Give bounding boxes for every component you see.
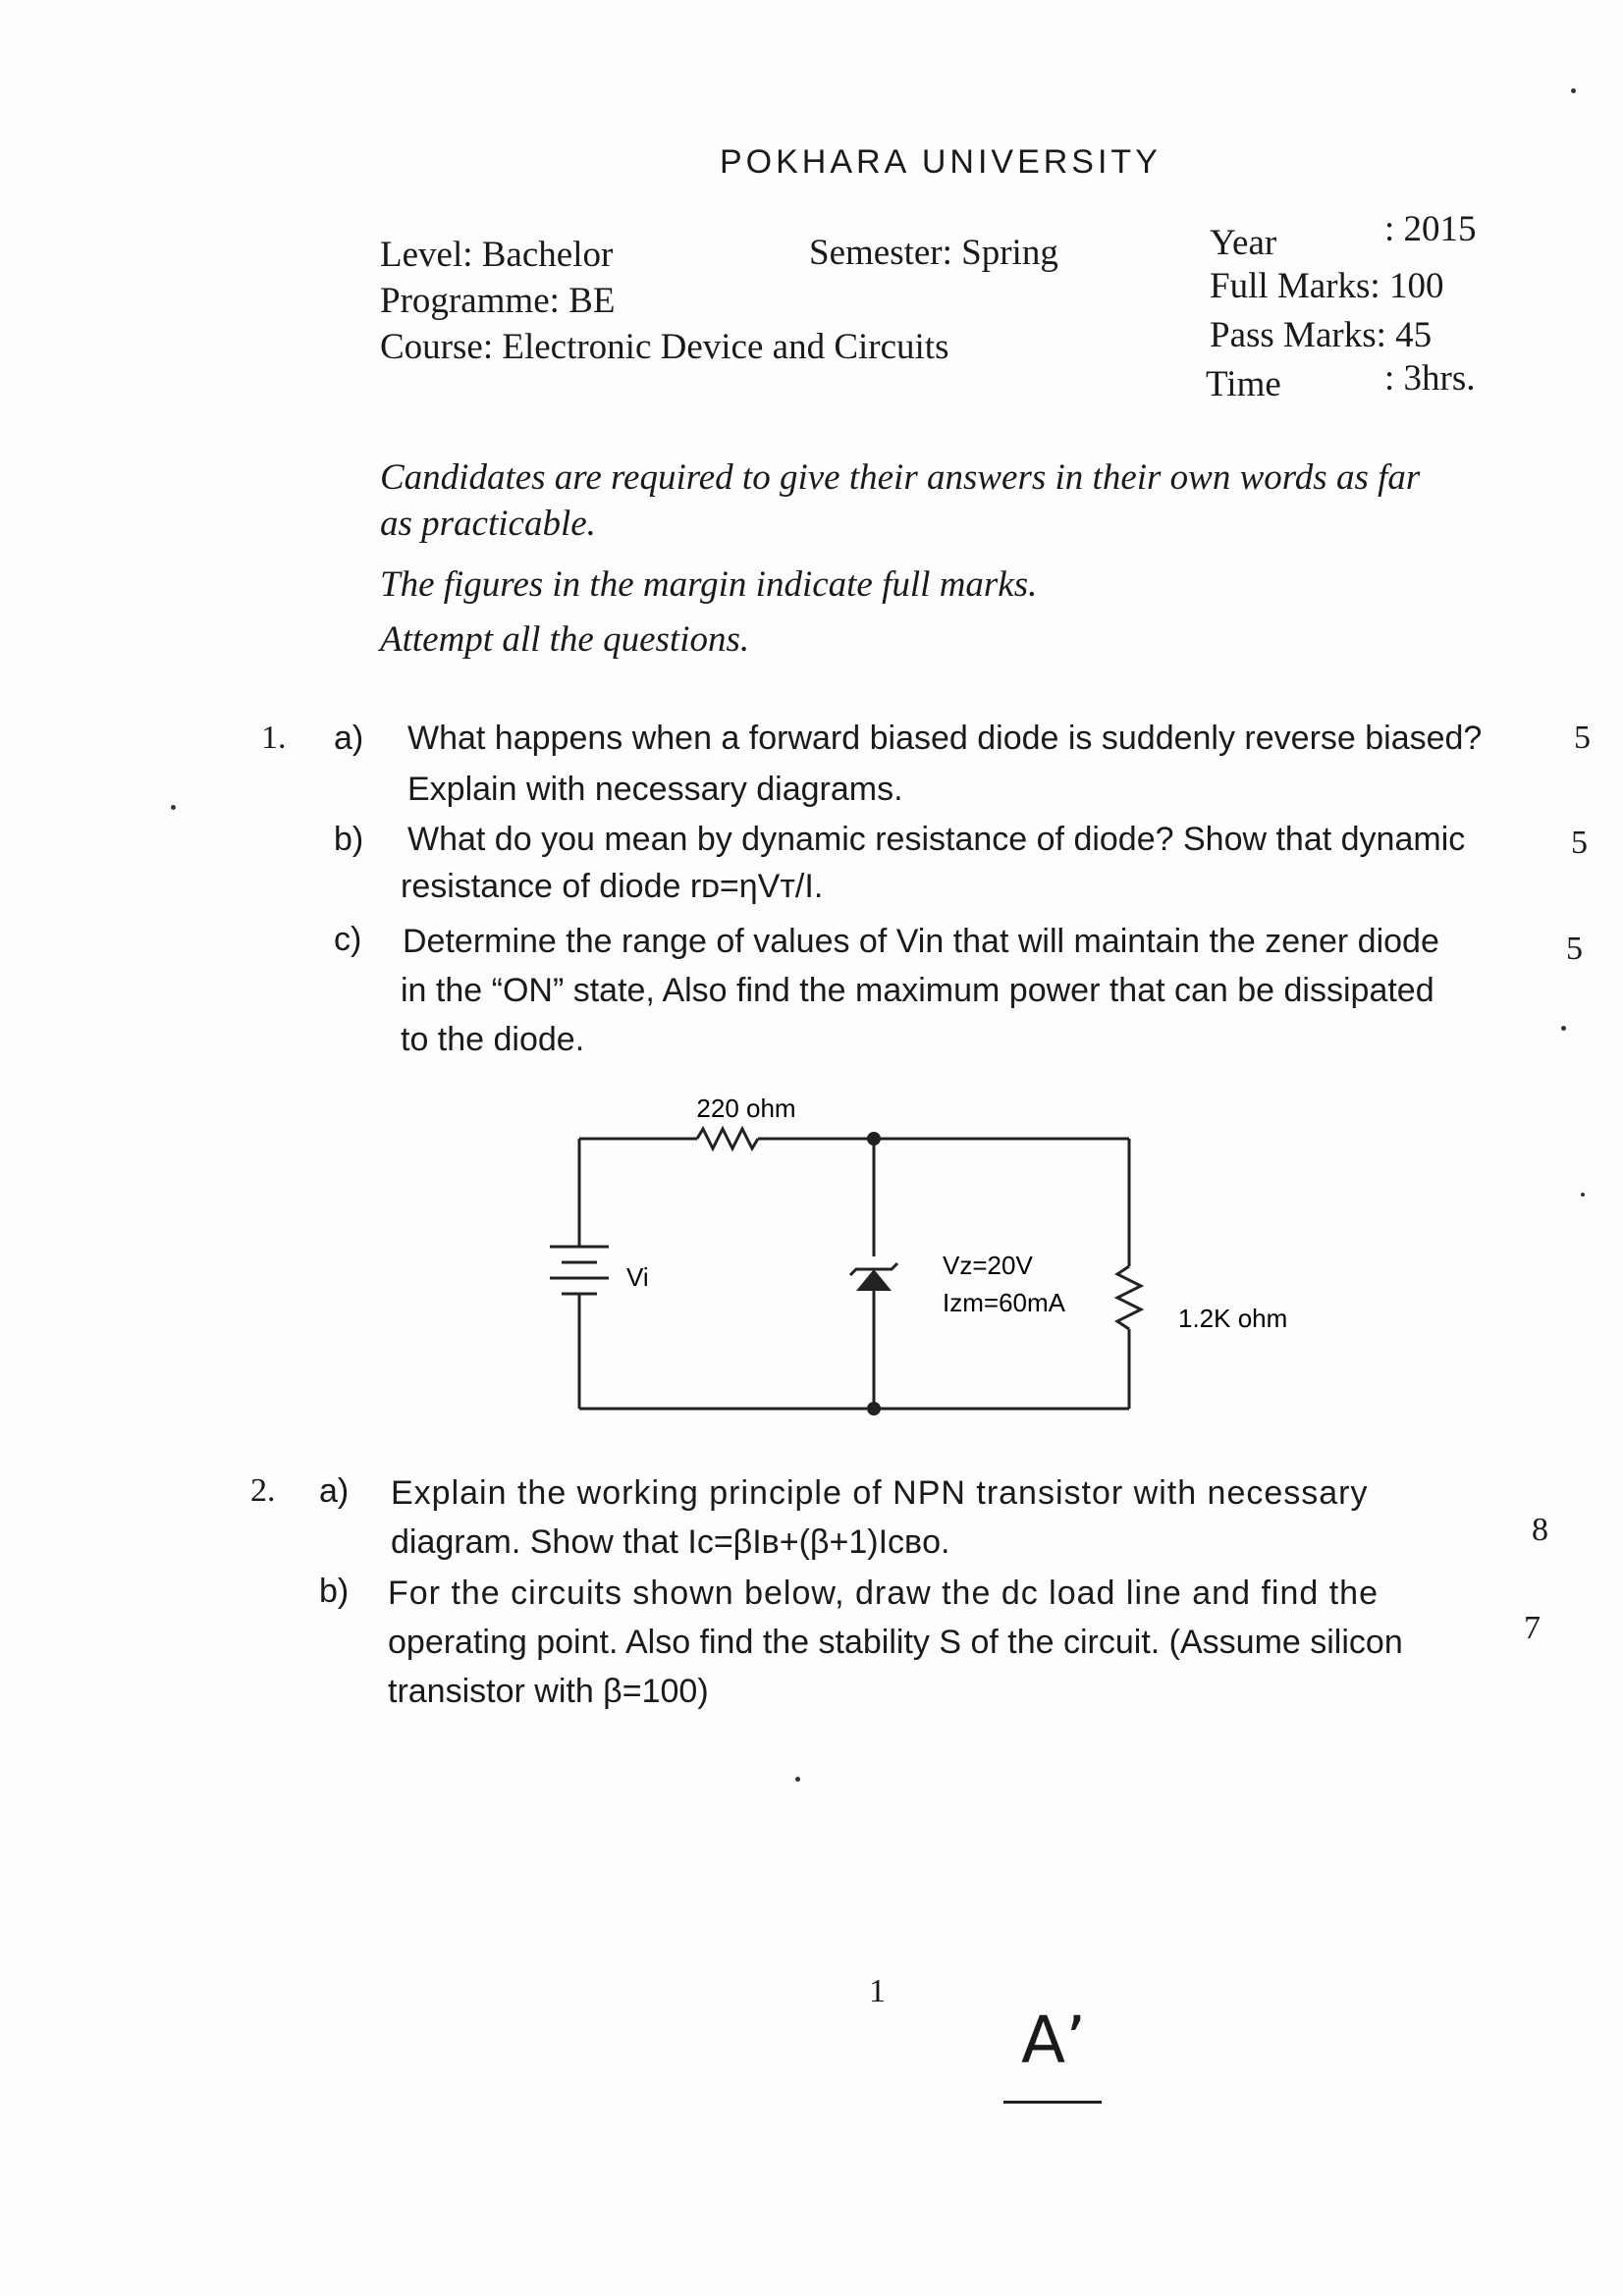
resistor-220-label: 220 ohm bbox=[696, 1094, 796, 1123]
load-resistor-symbol bbox=[1117, 1266, 1141, 1329]
question-line: in the “ON” state, Also find the maximum power that can be dissipated bbox=[401, 972, 1434, 1009]
scan-speck bbox=[1561, 1026, 1566, 1031]
zener-diode-symbol bbox=[850, 1263, 897, 1291]
scan-speck bbox=[1581, 1193, 1585, 1197]
junction-dot bbox=[867, 1402, 881, 1415]
full-marks: Full Marks: 100 bbox=[1210, 266, 1444, 306]
series-resistor-symbol bbox=[697, 1129, 758, 1148]
zener-voltage-label: Vz=20V bbox=[943, 1251, 1033, 1280]
question-line: to the diode. bbox=[401, 1021, 585, 1058]
load-resistor-label: 1.2K ohm bbox=[1178, 1304, 1288, 1333]
question-part-label: a) bbox=[334, 720, 364, 757]
zener-circuit-diagram bbox=[511, 1070, 1316, 1443]
handwritten-note: A’ bbox=[1021, 2002, 1087, 2078]
zener-current-label: Izm=60mA bbox=[943, 1288, 1065, 1317]
instruction-line-3: The figures in the margin indicate full marks. bbox=[380, 564, 1038, 605]
instruction-line-4: Attempt all the questions. bbox=[380, 619, 750, 660]
question-number: 1. bbox=[261, 720, 287, 756]
year-value: : 2015 bbox=[1384, 209, 1477, 249]
question-line: Explain with necessary diagrams. bbox=[407, 771, 903, 808]
junction-dot bbox=[867, 1132, 881, 1146]
marks-value: 5 bbox=[1574, 720, 1591, 756]
programme-text: Programme: BE bbox=[380, 281, 616, 321]
question-part-label: b) bbox=[319, 1573, 350, 1610]
question-line: For the circuits shown below, draw the dc load line and find the bbox=[388, 1575, 1379, 1612]
marks-value: 5 bbox=[1566, 931, 1583, 967]
question-line: transistor with β=100) bbox=[388, 1673, 709, 1710]
question-line: Explain the working principle of NPN transistor with necessary bbox=[391, 1474, 1369, 1512]
year-label: Year bbox=[1210, 223, 1277, 263]
marks-value: 5 bbox=[1571, 825, 1588, 861]
question-line: Determine the range of values of Vin that will maintain the zener diode bbox=[403, 923, 1439, 960]
scan-speck bbox=[171, 805, 176, 810]
question-number: 2. bbox=[250, 1472, 276, 1509]
question-line: resistance of diode rᴅ=ηVᴛ/I. bbox=[401, 868, 824, 905]
question-line: diagram. Show that Iᴄ=βIʙ+(β+1)Iᴄʙᴏ. bbox=[391, 1523, 950, 1561]
marks-value: 8 bbox=[1532, 1512, 1548, 1548]
question-part-label: b) bbox=[334, 821, 364, 858]
level-text: Level: Bachelor bbox=[380, 235, 614, 275]
question-part-label: a) bbox=[319, 1472, 350, 1510]
time-value: : 3hrs. bbox=[1384, 358, 1476, 399]
scan-speck bbox=[795, 1777, 800, 1782]
page-number: 1 bbox=[869, 1973, 886, 2009]
instruction-line-1: Candidates are required to give their answers in their own words as far bbox=[380, 457, 1421, 498]
handwritten-underline bbox=[1003, 2101, 1102, 2104]
question-line: operating point. Also find the stability S of the circuit. (Assume silicon bbox=[388, 1624, 1403, 1661]
semester-text: Semester: Spring bbox=[809, 233, 1058, 273]
question-line: What happens when a forward biased diode is suddenly reverse biased? bbox=[407, 720, 1483, 757]
university-title: POKHARA UNIVERSITY bbox=[720, 143, 1162, 181]
question-line: What do you mean by dynamic resistance of diode? Show that dynamic bbox=[407, 821, 1466, 858]
marks-value: 7 bbox=[1524, 1610, 1541, 1646]
source-label: Vi bbox=[626, 1262, 649, 1292]
question-part-label: c) bbox=[334, 921, 362, 958]
scan-speck bbox=[1571, 88, 1576, 93]
time-label: Time bbox=[1206, 364, 1281, 404]
pass-marks: Pass Marks: 45 bbox=[1210, 315, 1433, 355]
instruction-line-2: as practicable. bbox=[380, 504, 596, 544]
course-text: Course: Electronic Device and Circuits bbox=[380, 327, 949, 367]
